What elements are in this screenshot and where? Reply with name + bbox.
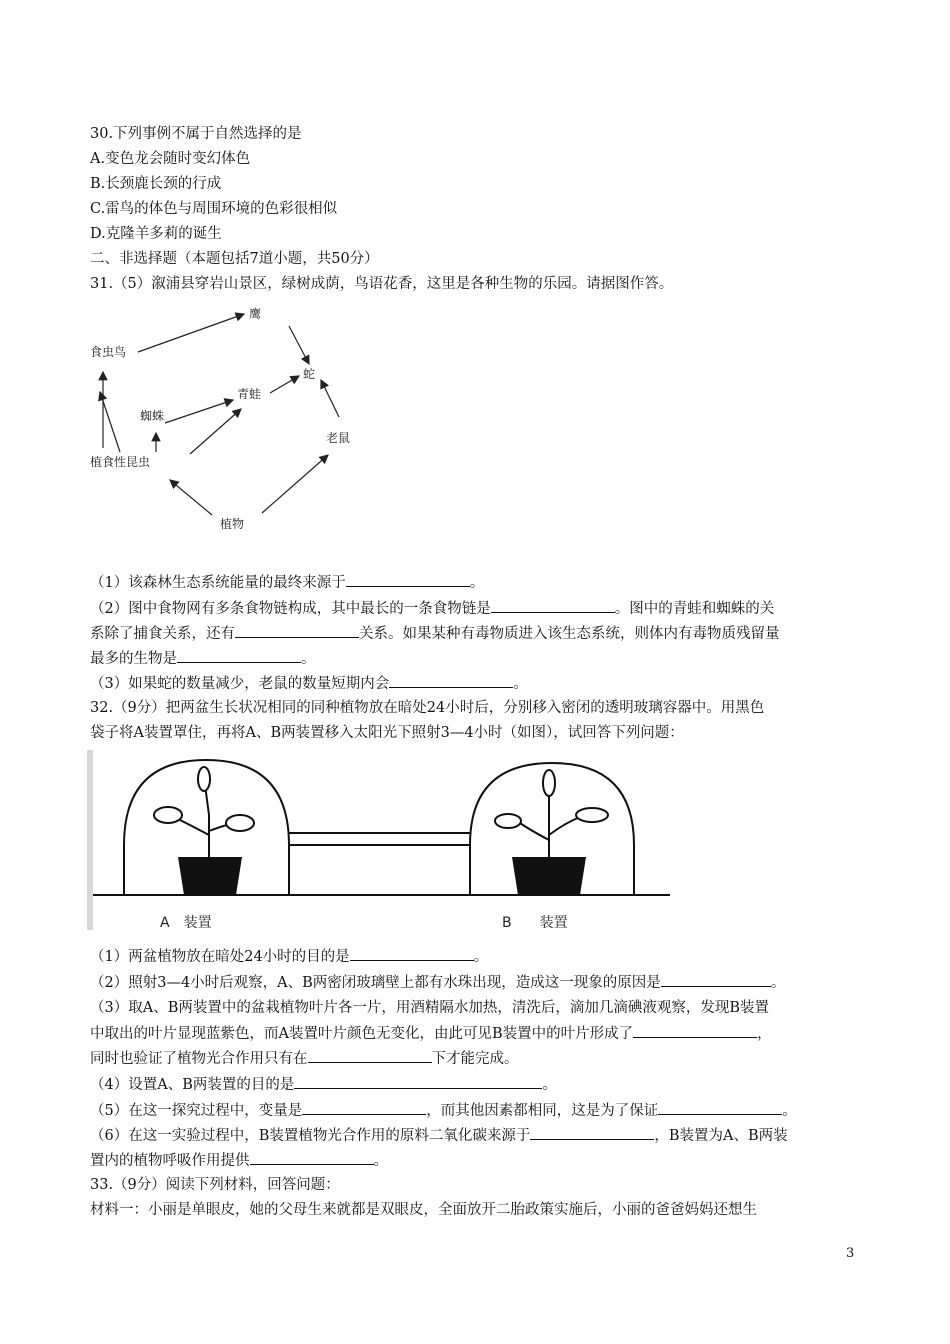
- q32-part5: （5）在这一探究过程中，变量是 ，而其他因素都相同，这是为了保证 。: [90, 1100, 797, 1121]
- q32-part2: （2）照射3—4小时后观察，A、B两密闭玻璃壁上都有水珠出现，造成这一现象的原因是 。: [90, 972, 785, 993]
- q30-option-c: C.雷鸟的体色与周围环境的色彩很相似: [90, 201, 338, 217]
- node-spider: 蜘蛛: [140, 409, 165, 423]
- q32-part1: （1）两盆植物放在暗处24小时的目的是 。: [90, 946, 488, 967]
- answer-blank[interactable]: [294, 1074, 542, 1089]
- answer-blank[interactable]: [389, 673, 513, 688]
- food-web-diagram: [0, 0, 950, 560]
- q31-part1: （1）该森林生态系统能量的最终来源于 。: [90, 572, 484, 593]
- q31-part2-line2: 系除了捕食关系，还有 关系。如果某种有毒物质进入该生态系统，则体内有毒物质残留量: [90, 623, 780, 644]
- answer-blank[interactable]: [346, 572, 470, 587]
- label-device-a: A 装置: [160, 915, 212, 931]
- answer-blank[interactable]: [250, 1150, 374, 1165]
- answer-blank[interactable]: [235, 623, 359, 638]
- q33-stem: 33.（9分）阅读下列材料，回答问题：: [90, 1177, 340, 1193]
- q30-stem: 30.下列事例不属于自然选择的是: [90, 126, 302, 142]
- q32-part3-line1: （3）取A、B两装置中的盆栽植物叶片各一片，用酒精隔水加热，清洗后，滴加几滴碘液观察，发现B装置: [90, 1000, 770, 1016]
- node-snake: 蛇: [303, 367, 316, 381]
- q32-part6-line2: 置内的植物呼吸作用提供 。: [90, 1150, 388, 1171]
- plant-a: [154, 767, 254, 895]
- q32-part6-line1: （6）在这一实验过程中，B装置植物光合作用的原料二氧化碳来源于 ，B装置为A、B两装: [90, 1125, 788, 1146]
- node-herbivorous-insect: 植食性昆虫: [90, 455, 151, 469]
- q31-part2-line3: 最多的生物是 。: [90, 648, 316, 669]
- node-insect-bird: 食虫鸟: [90, 345, 127, 359]
- q31-part3: （3）如果蛇的数量减少，老鼠的数量短期内会 。: [90, 673, 528, 694]
- answer-blank[interactable]: [302, 1100, 426, 1115]
- q32-part3-line3: 同时也验证了植物光合作用只有在 下才能完成。: [90, 1048, 519, 1069]
- answer-blank[interactable]: [530, 1125, 654, 1140]
- apparatus-diagram: [0, 745, 950, 945]
- plant-b: [495, 770, 608, 895]
- answer-blank[interactable]: [658, 1100, 782, 1115]
- answer-blank[interactable]: [491, 598, 615, 613]
- q33-material-1: 材料一：小丽是单眼皮，她的父母生来就都是双眼皮，全面放开二胎政策实施后，小丽的爸爸妈妈还想生: [90, 1202, 757, 1218]
- q32-stem-line2: 袋子将A装置罩住，再将A、B两装置移入太阳光下照射3—4小时（如图），试回答下列问题：: [90, 725, 684, 741]
- q31-part2-line1: （2）图中食物网有多条食物链构成，其中最长的一条食物链是 。图中的青蛙和蜘蛛的关: [90, 598, 774, 619]
- section-2-heading: 二、非选择题（本题包括7道小题，共50分）: [90, 251, 379, 267]
- q32-stem-line1: 32.（9分）把两盆生长状况相同的同种植物放在暗处24小时后，分别移入密闭的透明玻璃容器中。用黑色: [90, 700, 765, 716]
- node-plant: 植物: [220, 517, 245, 531]
- q30-option-d: D.克隆羊多莉的诞生: [90, 226, 222, 242]
- node-mouse: 老鼠: [326, 431, 351, 445]
- node-eagle: 鹰: [249, 307, 262, 321]
- q31-stem: 31.（5）溆浦县穿岩山景区，绿树成荫，鸟语花香，这里是各种生物的乐园。请据图作答。: [90, 276, 674, 292]
- q30-option-b: B.长颈鹿长颈的行成: [90, 176, 222, 192]
- label-device-b: B 装置: [502, 915, 568, 931]
- node-frog: 青蛙: [237, 387, 262, 401]
- answer-blank[interactable]: [661, 972, 771, 987]
- answer-blank[interactable]: [350, 946, 474, 961]
- answer-blank[interactable]: [308, 1048, 432, 1063]
- q32-part3-line2: 中取出的叶片显现蓝紫色，而A装置叶片颜色无变化，由此可见B装置中的叶片形成了 ，: [90, 1023, 772, 1044]
- page-number: 3: [846, 1246, 855, 1261]
- answer-blank[interactable]: [633, 1023, 757, 1038]
- q32-part4: （4）设置A、B两装置的目的是 。: [90, 1074, 557, 1095]
- answer-blank[interactable]: [177, 648, 301, 663]
- q30-option-a: A.变色龙会随时变幻体色: [90, 151, 251, 167]
